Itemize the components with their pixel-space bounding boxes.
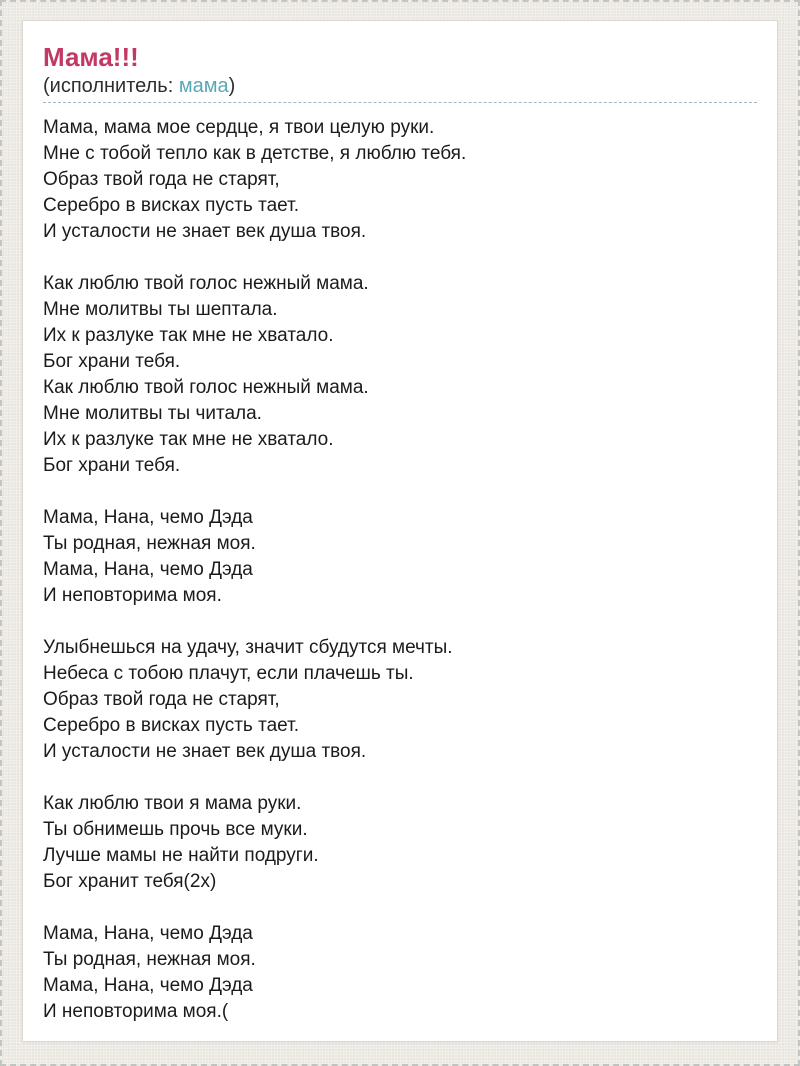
lyric-line: Как люблю твой голос нежный мама. bbox=[43, 273, 369, 294]
lyric-line: Мне с тобой тепло как в детстве, я люблю тебя. bbox=[43, 143, 467, 164]
stanza bbox=[43, 791, 757, 895]
lyric-line: Образ твой года не старят, bbox=[43, 169, 280, 190]
lyric-line: Мама, Нана, чемо Дэда bbox=[43, 923, 253, 944]
lyric-line: И неповторима моя.( bbox=[43, 1001, 229, 1022]
lyric-line: И неповторима моя. bbox=[43, 585, 222, 606]
lyrics-text bbox=[43, 115, 757, 1025]
lyric-line: Бог хранит тебя(2х) bbox=[43, 871, 217, 892]
lyric-line: Ты родная, нежная моя. bbox=[43, 533, 256, 554]
lyric-line: Ты родная, нежная моя. bbox=[43, 949, 256, 970]
artist-label-suffix: ) bbox=[228, 75, 236, 97]
lyric-line: Мне молитвы ты шептала. bbox=[43, 299, 278, 320]
lyric-line: И усталости не знает век душа твоя. bbox=[43, 221, 367, 242]
artist-link[interactable]: мама bbox=[178, 75, 229, 97]
stanza bbox=[43, 921, 757, 1025]
artist-line bbox=[43, 74, 757, 103]
stanza bbox=[43, 635, 757, 765]
lyric-line: Как люблю твой голос нежный мама. bbox=[43, 377, 369, 398]
stanza bbox=[43, 505, 757, 609]
lyric-line: Лучше мамы не найти подруги. bbox=[43, 845, 319, 866]
lyric-line: Мама, мама мое сердце, я твои целую руки. bbox=[43, 117, 435, 138]
lyric-line: Серебро в висках пусть тает. bbox=[43, 715, 299, 736]
lyric-line: Мама, Нана, чемо Дэда bbox=[43, 975, 253, 996]
lyric-line: Мне молитвы ты читала. bbox=[43, 403, 262, 424]
artist-label-prefix: (исполнитель: bbox=[43, 75, 179, 97]
lyric-line: Ты обнимешь прочь все муки. bbox=[43, 819, 308, 840]
lyric-line: Их к разлуке так мне не хватало. bbox=[43, 429, 334, 450]
lyric-line: Небеса с тобою плачут, если плачешь ты. bbox=[43, 663, 414, 684]
stanza bbox=[43, 115, 757, 245]
lyric-line: Как люблю твои я мама руки. bbox=[43, 793, 302, 814]
stanza bbox=[43, 271, 757, 479]
lyric-line: Бог храни тебя. bbox=[43, 351, 181, 372]
lyric-line: И усталости не знает век душа твоя. bbox=[43, 741, 367, 762]
lyric-line: Бог храни тебя. bbox=[43, 455, 181, 476]
lyric-line: Мама, Нана, чемо Дэда bbox=[43, 507, 253, 528]
lyric-line: Серебро в висках пусть тает. bbox=[43, 195, 299, 216]
lyric-line: Мама, Нана, чемо Дэда bbox=[43, 559, 253, 580]
lyric-line: Улыбнешься на удачу, значит сбудутся мечты. bbox=[43, 637, 453, 658]
lyric-line: Их к разлуке так мне не хватало. bbox=[43, 325, 334, 346]
lyrics-card bbox=[22, 20, 778, 1042]
lyric-line: Образ твой года не старят, bbox=[43, 689, 280, 710]
song-title: Мама!!! bbox=[43, 42, 139, 72]
